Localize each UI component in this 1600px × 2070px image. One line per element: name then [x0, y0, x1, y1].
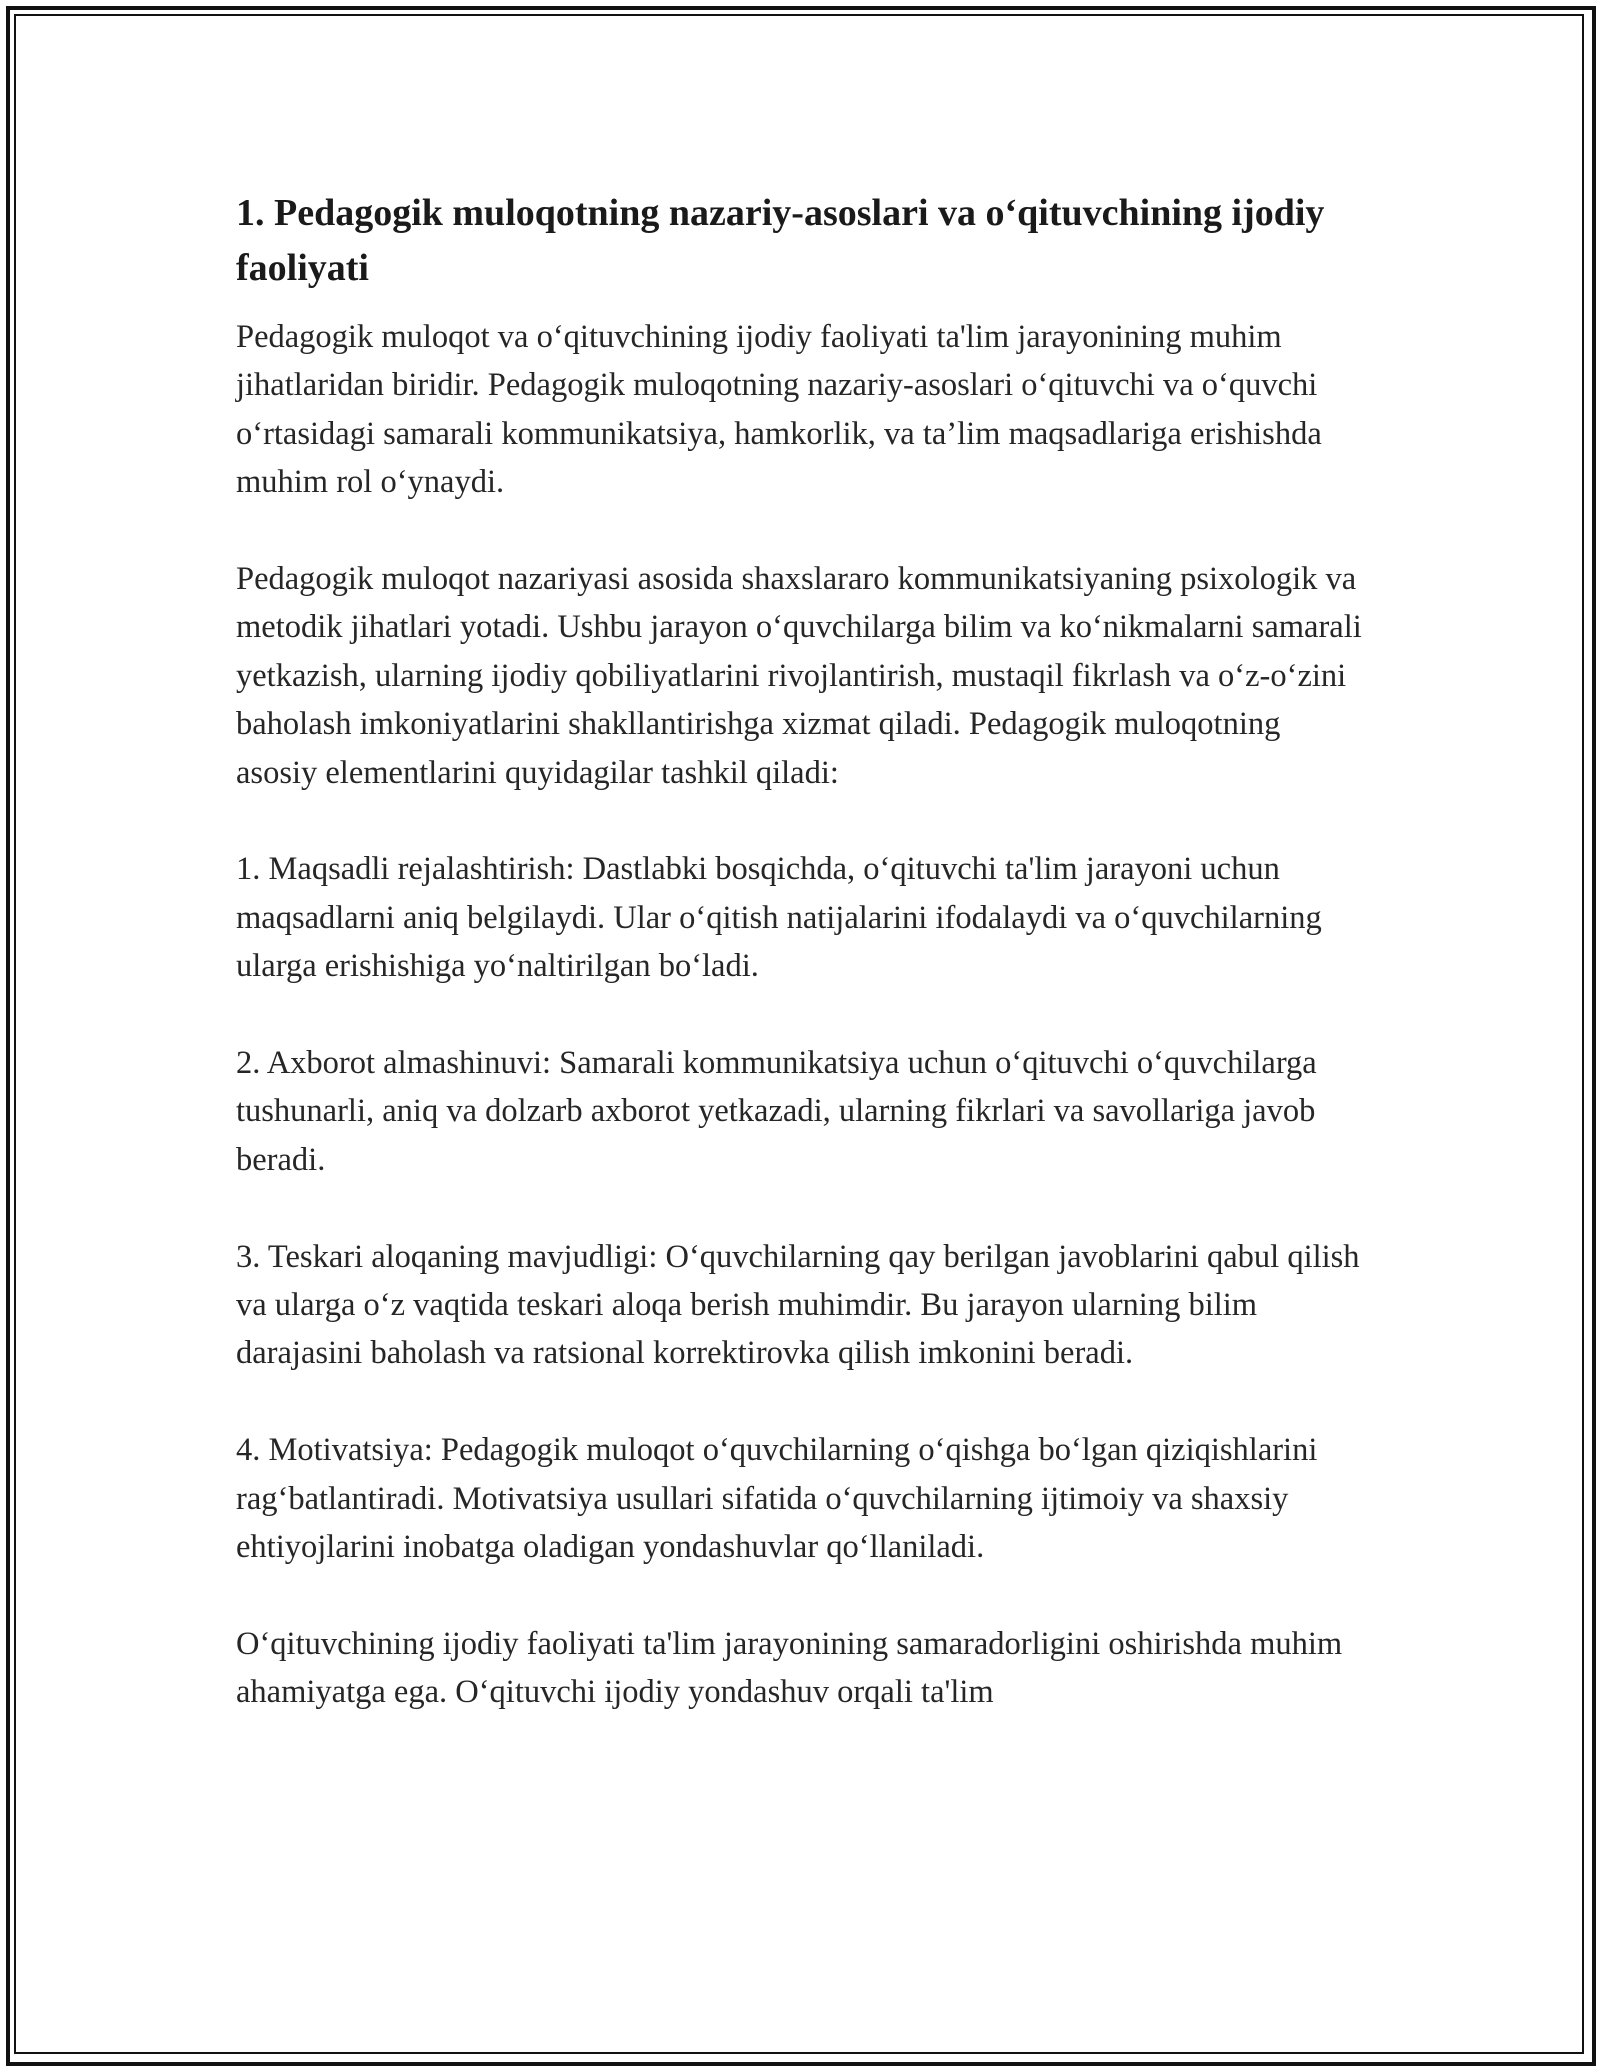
list-item-planning: 1. Maqsadli rejalashtirish: Dastlabki bosqichda, o‘qituvchi ta'lim jarayoni uchun maqsadlarni aniq belgilaydi. Ular o‘qitish natijalarini ifodalaydi va o‘quvchilarning ularga erishishiga yo‘naltirilgan bo‘ladi.: [236, 851, 1322, 985]
document-body: [236, 186, 1366, 1717]
section-heading: 1. Pedagogik muloqotning nazariy-asoslari va o‘qituvchining ijodiy faoliyati: [236, 192, 1325, 289]
paragraph-creative-activity: O‘qituvchining ijodiy faoliyati ta'lim jarayonining samaradorligini oshirishda muhim ahamiyatga ega. O‘qituvchi ijodiy yondashuv orqali ta'lim: [236, 1625, 1343, 1711]
paragraph-intro: Pedagogik muloqot va o‘qituvchining ijodiy faoliyati ta'lim jarayonining muhim jihatlaridan biridir. Pedagogik muloqotning nazariy-asoslari o‘qituvchi va o‘quvchi o‘rtasidagi samarali kommunikatsiya, hamkorlik, va ta’lim maqsadlariga erishishda muhim rol o‘ynaydi.: [236, 319, 1322, 501]
list-item-motivation: 4. Motivatsiya: Pedagogik muloqot o‘quvchilarning o‘qishga bo‘lgan qiziqishlarini rag‘batlantiradi. Motivatsiya usullari sifatida o‘quvchilarning ijtimoiy va shaxsiy ehtiyojlarini inobatga oladigan yondashuvlar qo‘llaniladi.: [236, 1432, 1318, 1566]
list-item-feedback: 3. Teskari aloqaning mavjudligi: O‘quvchilarning qay berilgan javoblarini qabul qilish va ularga o‘z vaqtida teskari aloqa berish muhimdir. Bu jarayon ularning bilim darajasini baholash va ratsional korrektirovka qilish imkonini beradi.: [236, 1238, 1360, 1372]
paragraph-theory: Pedagogik muloqot nazariyasi asosida shaxslararo kommunikatsiyaning psixologik va metodik jihatlari yotadi. Ushbu jarayon o‘quvchilarga bilim va ko‘nikmalarni samarali yetkazish, ularning ijodiy qobiliyatlarini rivojlantirish, mustaqil fikrlash va o‘z-o‘zini baholash imkoniyatlarini shakllantirishga xizmat qiladi. Pedagogik muloqotning asosiy elementlarini quyidagilar tashkil qiladi:: [236, 561, 1362, 791]
list-item-information-exchange: 2. Axborot almashinuvi: Samarali kommunikatsiya uchun o‘qituvchi o‘quvchilarga tushunarli, aniq va dolzarb axborot yetkazadi, ularning fikrlari va savollariga javob beradi.: [236, 1045, 1317, 1178]
